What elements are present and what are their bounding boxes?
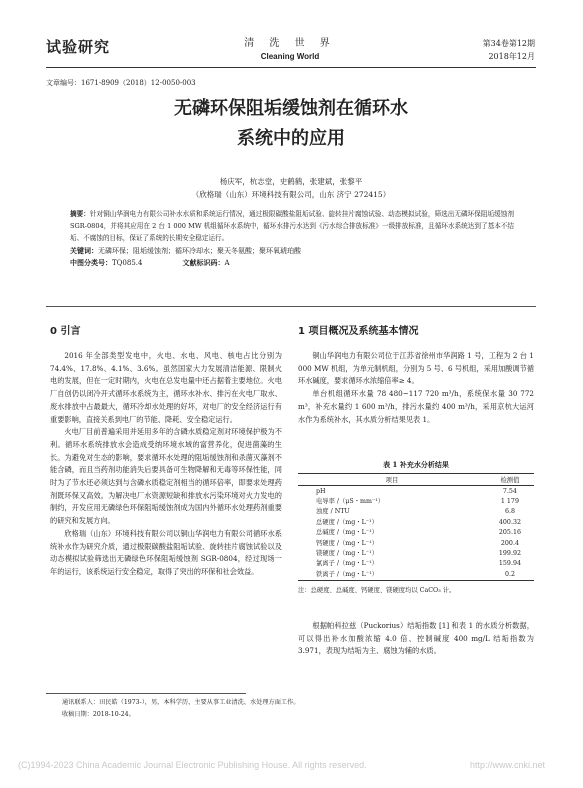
footnote <box>62 697 300 721</box>
paper-title <box>46 94 536 154</box>
paragraph: 欣格瑞（山东）环境科技有限公司以铜山华润电力有限公司循环水系统补水作为研究介质，通过极限碳酸盐阻垢试验、旋转挂片腐蚀试验以及动态模拟试验筛选出无磷绿色环保阻垢缓蚀剂 SGR-0804，经过现场一年的运行，该系统运行安全稳定，取得了突出的环保和社会效益。 <box>50 528 282 576</box>
contact-note: 通讯联系人：田民皓（1973-），男，本科学历，主要从事工业清洗、水处理方面工作。 <box>62 699 300 706</box>
keywords-label: 关键词： <box>70 246 98 256</box>
journal-name <box>220 34 360 61</box>
left-column <box>50 350 282 579</box>
journal-name-cn: 清 洗 世 界 <box>244 38 336 49</box>
abstract-label: 摘要： <box>70 210 90 218</box>
paragraph: 根据帕科拉兹（Puckorius）结垢指数 [1] 和表 1 的水质分析数据，可以得出补水加酸浓缩 4.0 倍、控制碱度 400 mg/L 结垢指数为 3.971，表现为结垢为主、腐蚀为辅的水质。 <box>298 621 534 656</box>
table-row: pH 7.54 <box>316 487 517 495</box>
paragraph: 铜山华润电力有限公司位于江苏省徐州市华润路 1 号，工程为 2 台 1 000 MW 机组，为单元制机组，分别为 5 号、6 号机组，采用加酸调节循环水碱度，要求循环水浓缩倍率≥ 4。 <box>298 351 534 386</box>
clc-number: TQ085.4 <box>112 259 143 268</box>
paragraph: 火电厂目前普遍采用并延用多年的含磷水质稳定剂对环境保护极为不利。循环水系统排放水会造成受纳环境水域的富营养化，促进菌藻的生长。为避免对生态的影响，要求循环水处理的阻垢缓蚀剂和杀菌灭藻剂不能含磷，而且当药剂功能消失后要具备可生物降解和无毒等环保性能，同时为了节水还必须达到与含磷水质稳定剂相当的循环倍率，即要求处理药剂既环保又高效。为解决电厂水资源短缺和排放水污染环境对火力发电的制约，开发应用无磷绿色环保阻垢缓蚀剂成为国内外循环水处理药剂重要的研究和发展方向。 <box>50 427 282 526</box>
keywords: 无磷环保；阻垢缓蚀剂；循环冷却水；聚天冬氨酸；聚环氧琥珀酸 <box>98 247 301 256</box>
clc-label: 中图分类号： <box>70 258 112 268</box>
table-note: 注：总硬度、总碱度、钙硬度、镁硬度均以 CaCO₃ 计。 <box>298 587 456 594</box>
title-line-2: 系统中的应用 <box>237 128 345 149</box>
footnote-rule <box>46 693 246 694</box>
title-line-1: 无磷环保阻垢缓蚀剂在循环水 <box>174 98 408 119</box>
abstract-rule <box>46 306 536 307</box>
table-header: 检测值 <box>486 474 534 486</box>
affiliation: （欣格瑞（山东）环境科技有限公司，山东 济宁 272415） <box>191 190 391 199</box>
issue-info <box>483 37 535 63</box>
issue-date: 2018年12月 <box>488 52 535 61</box>
water-analysis-table <box>298 473 534 581</box>
right-column <box>298 350 534 426</box>
column-label: 试验研究 <box>46 38 111 56</box>
article-number: 文章编号：1671-8909（2018）12-0050-003 <box>46 79 196 87</box>
table-row: 浊度 / NTU 6.8 <box>316 508 515 516</box>
copyright-watermark: (C)1994-2023 China Academic Journal Electronic Publishing House. All rights reserved. <box>18 760 367 770</box>
table-title: 表 1 补充水分析结果 <box>383 460 449 469</box>
table-row: 镁硬度 /（mg・L⁻¹） 199.92 <box>316 549 521 557</box>
table-row: 总碱度 /（mg・L⁻¹） 205.16 <box>316 529 521 537</box>
table-header: 项目 <box>298 474 486 486</box>
volume-issue: 第34卷第12期 <box>482 39 535 48</box>
doc-code-label: 文献标识码： <box>182 258 225 268</box>
table-row: 氯离子 /（mg・L⁻¹） 159.94 <box>316 560 521 568</box>
authors: 杨庆军，杭志堂，史鹤鹤，张建斌，张黎平 <box>219 177 363 186</box>
cnki-url-watermark: http://www.cnki.net <box>470 760 546 770</box>
abstract-text: 针对铜山华润电力有限公司补水水质和系统运行情况，通过极限碳酸盐阻垢试验、旋转挂片腐蚀试验、动态模拟试验，筛选出无磷环保阻垢缓蚀剂 SGR-0804，并将其应用在 2 台 1 000 MW 机组循环水系统中，循环水排污水达到《污水综合排放标准》一级排放标准，且循环水系统达到了基本不结垢、不腐蚀的目标，保证了系统的长期安全稳定运行。 <box>70 210 515 242</box>
right-column-continued <box>298 620 534 658</box>
paragraph: 2016 年全部类型发电中，火电、水电、风电、核电占比分别为 74.4%、17.8%、4.1%、3.6%。虽然国家大力发展清洁能源、限制火电的发展，但在一定时期内，火电在总发电量中还占据着主要地位。火电厂自创仍以闭冷开式循环水系统为主，循环水补水、排污在火电厂取水、废水排放中占最最大，循环冷却水处理的好坏，对电厂的安全经济运行有重要影响，直接关系到电厂的节能、降耗、安全稳定运行。 <box>50 351 282 424</box>
table-row: 铁离子 /（mg・L⁻¹） 0.2 <box>298 569 534 580</box>
table-row: 钙硬度 /（mg・L⁻¹） 200.4 <box>316 539 519 547</box>
section-heading-project: 1 项目概况及系统基本情况 <box>298 326 419 337</box>
doc-code: A <box>224 259 230 268</box>
section-heading-intro: 0 引言 <box>50 326 81 337</box>
paragraph: 单台机组循环水量 78 480~117 720 m³/h，系统保水量 30 772 m³，补充水量约 1 600 m³/h，排污水量约 400 m³/h，采用京杭大运河水作为系统补水，其水质分析结果见表 1。 <box>298 389 534 424</box>
table-row: 总硬度 /（mg・L⁻¹） 400.32 <box>316 518 521 526</box>
abstract-block <box>70 209 514 269</box>
received-date: 收稿日期：2018-10-24。 <box>62 711 135 718</box>
author-block <box>46 175 536 201</box>
table-row: 电导率 /（μS・mm⁻¹） 1 179 <box>316 497 519 505</box>
header-rule <box>46 67 536 68</box>
journal-name-en: Cleaning World <box>260 52 320 61</box>
